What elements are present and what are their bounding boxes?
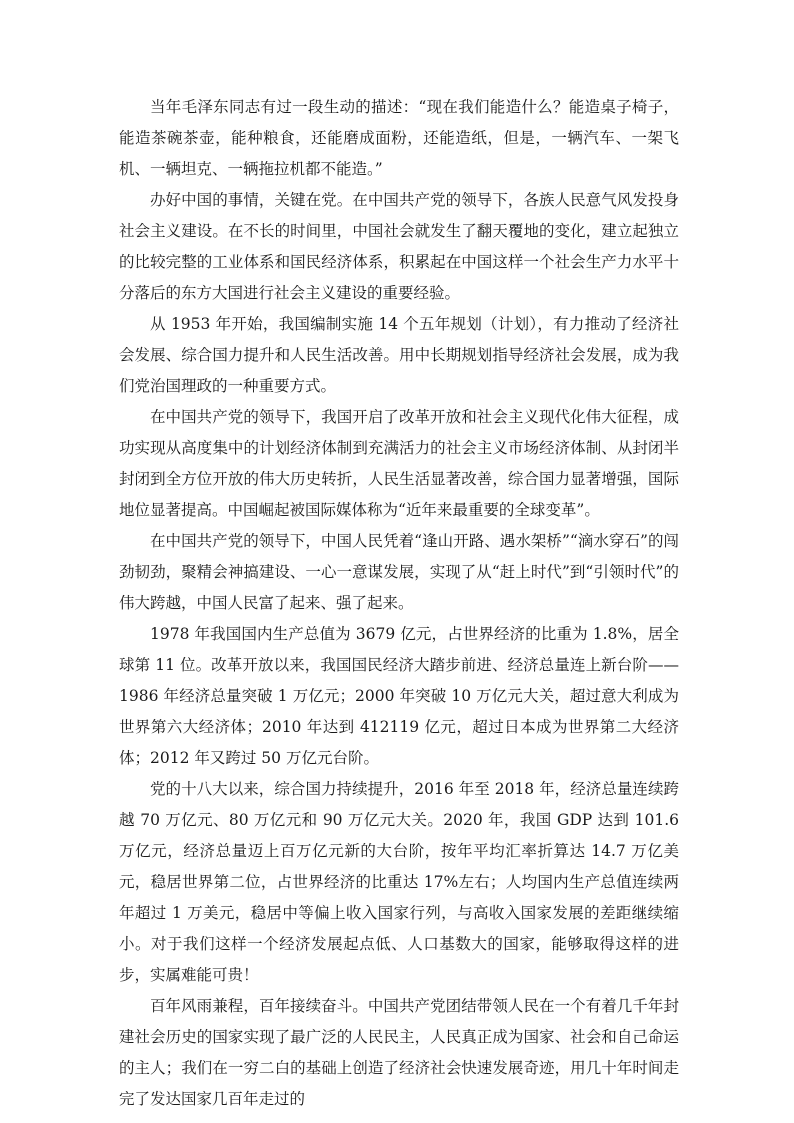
paragraph-century: 百年风雨兼程，百年接续奋斗。中国共产党团结带领人民在一个有着几千年封建社会历史的国家实现了最广泛的人民民主，人民真正成为国家、社会和自己命运的主人；我们在一穷二白的基础上创造了经济社会快速发展奇迹，用几十年时间走完了发达国家几百年走过的 bbox=[119, 997, 679, 1108]
paragraph-reform-opening: 在中国共产党的领导下，我国开启了改革开放和社会主义现代化伟大征程，成功实现从高度集中的计划经济体制到充满活力的社会主义市场经济体制、从封闭半封闭到全方位开放的伟大历史转折，人民生活显著改善，综合国力显著增强，国际地位显著提高。中国崛起被国际媒体称为“近年来最重要的全球变革”。 bbox=[119, 408, 679, 519]
paragraph-gdp-history: 1978 年我国国内生产总值为 3679 亿元，占世界经济的比重为 1.8%，居全球第 11 位。改革开放以来，我国国民经济大踏步前进、经济总量连上新台阶——1986 年经济总量突破 1 万亿元；2000 年突破 10 万亿元大关，超过意大利成为世界第六大经济体；2010 年达到 412119 亿元，超过日本成为世界第二大经济体；2012 年又跨过 50 万亿元台阶。 bbox=[119, 625, 679, 767]
paragraph-five-year-plans: 从 1953 年开始，我国编制实施 14 个五年规划（计划），有力推动了经济社会发展、综合国力提升和人民生活改善。用中长期规划指导经济社会发展，成为我们党治国理政的一种重要方式。 bbox=[119, 315, 679, 395]
paragraph-party-key: 办好中国的事情，关键在党。在中国共产党的领导下，各族人民意气风发投身社会主义建设。在不长的时间里，中国社会就发生了翻天覆地的变化，建立起独立的比较完整的工业体系和国民经济体系，积累起在中国这样一个社会生产力水平十分落后的东方大国进行社会主义建设的重要经验。 bbox=[119, 191, 679, 302]
paragraph-gdp-recent: 党的十八大以来，综合国力持续提升，2016 年至 2018 年，经济总量连续跨越 70 万亿元、80 万亿元和 90 万亿元大关。2020 年，我国 GDP 达到 101.6 万亿元，经济总量迈上百万亿元新的大台阶，按年平均汇率折算达 14.7 万亿美元，稳居世界第二位，占世界经济的比重达 17%左右；人均国内生产总值连续两年超过 1 万美元，稳居中等偏上收入国家行列，与高收入国家发展的差距继续缩小。对于我们这样一个经济发展起点低、人口基数大的国家，能够取得这样的进步，实属难能可贵！ bbox=[119, 780, 679, 984]
document-body bbox=[119, 92, 679, 1115]
paragraph-leap: 在中国共产党的领导下，中国人民凭着“逢山开路、遇水架桥”“滴水穿石”的闯劲韧劲，聚精会神搞建设、一心一意谋发展，实现了从“赶上时代”到“引领时代”的伟大跨越，中国人民富了起来、强了起来。 bbox=[119, 532, 679, 612]
paragraph-mao-quote: 当年毛泽东同志有过一段生动的描述：“现在我们能造什么？能造桌子椅子，能造茶碗茶壶，能种粮食，还能磨成面粉，还能造纸，但是，一辆汽车、一架飞机、一辆坦克、一辆拖拉机都不能造。” bbox=[119, 98, 679, 178]
